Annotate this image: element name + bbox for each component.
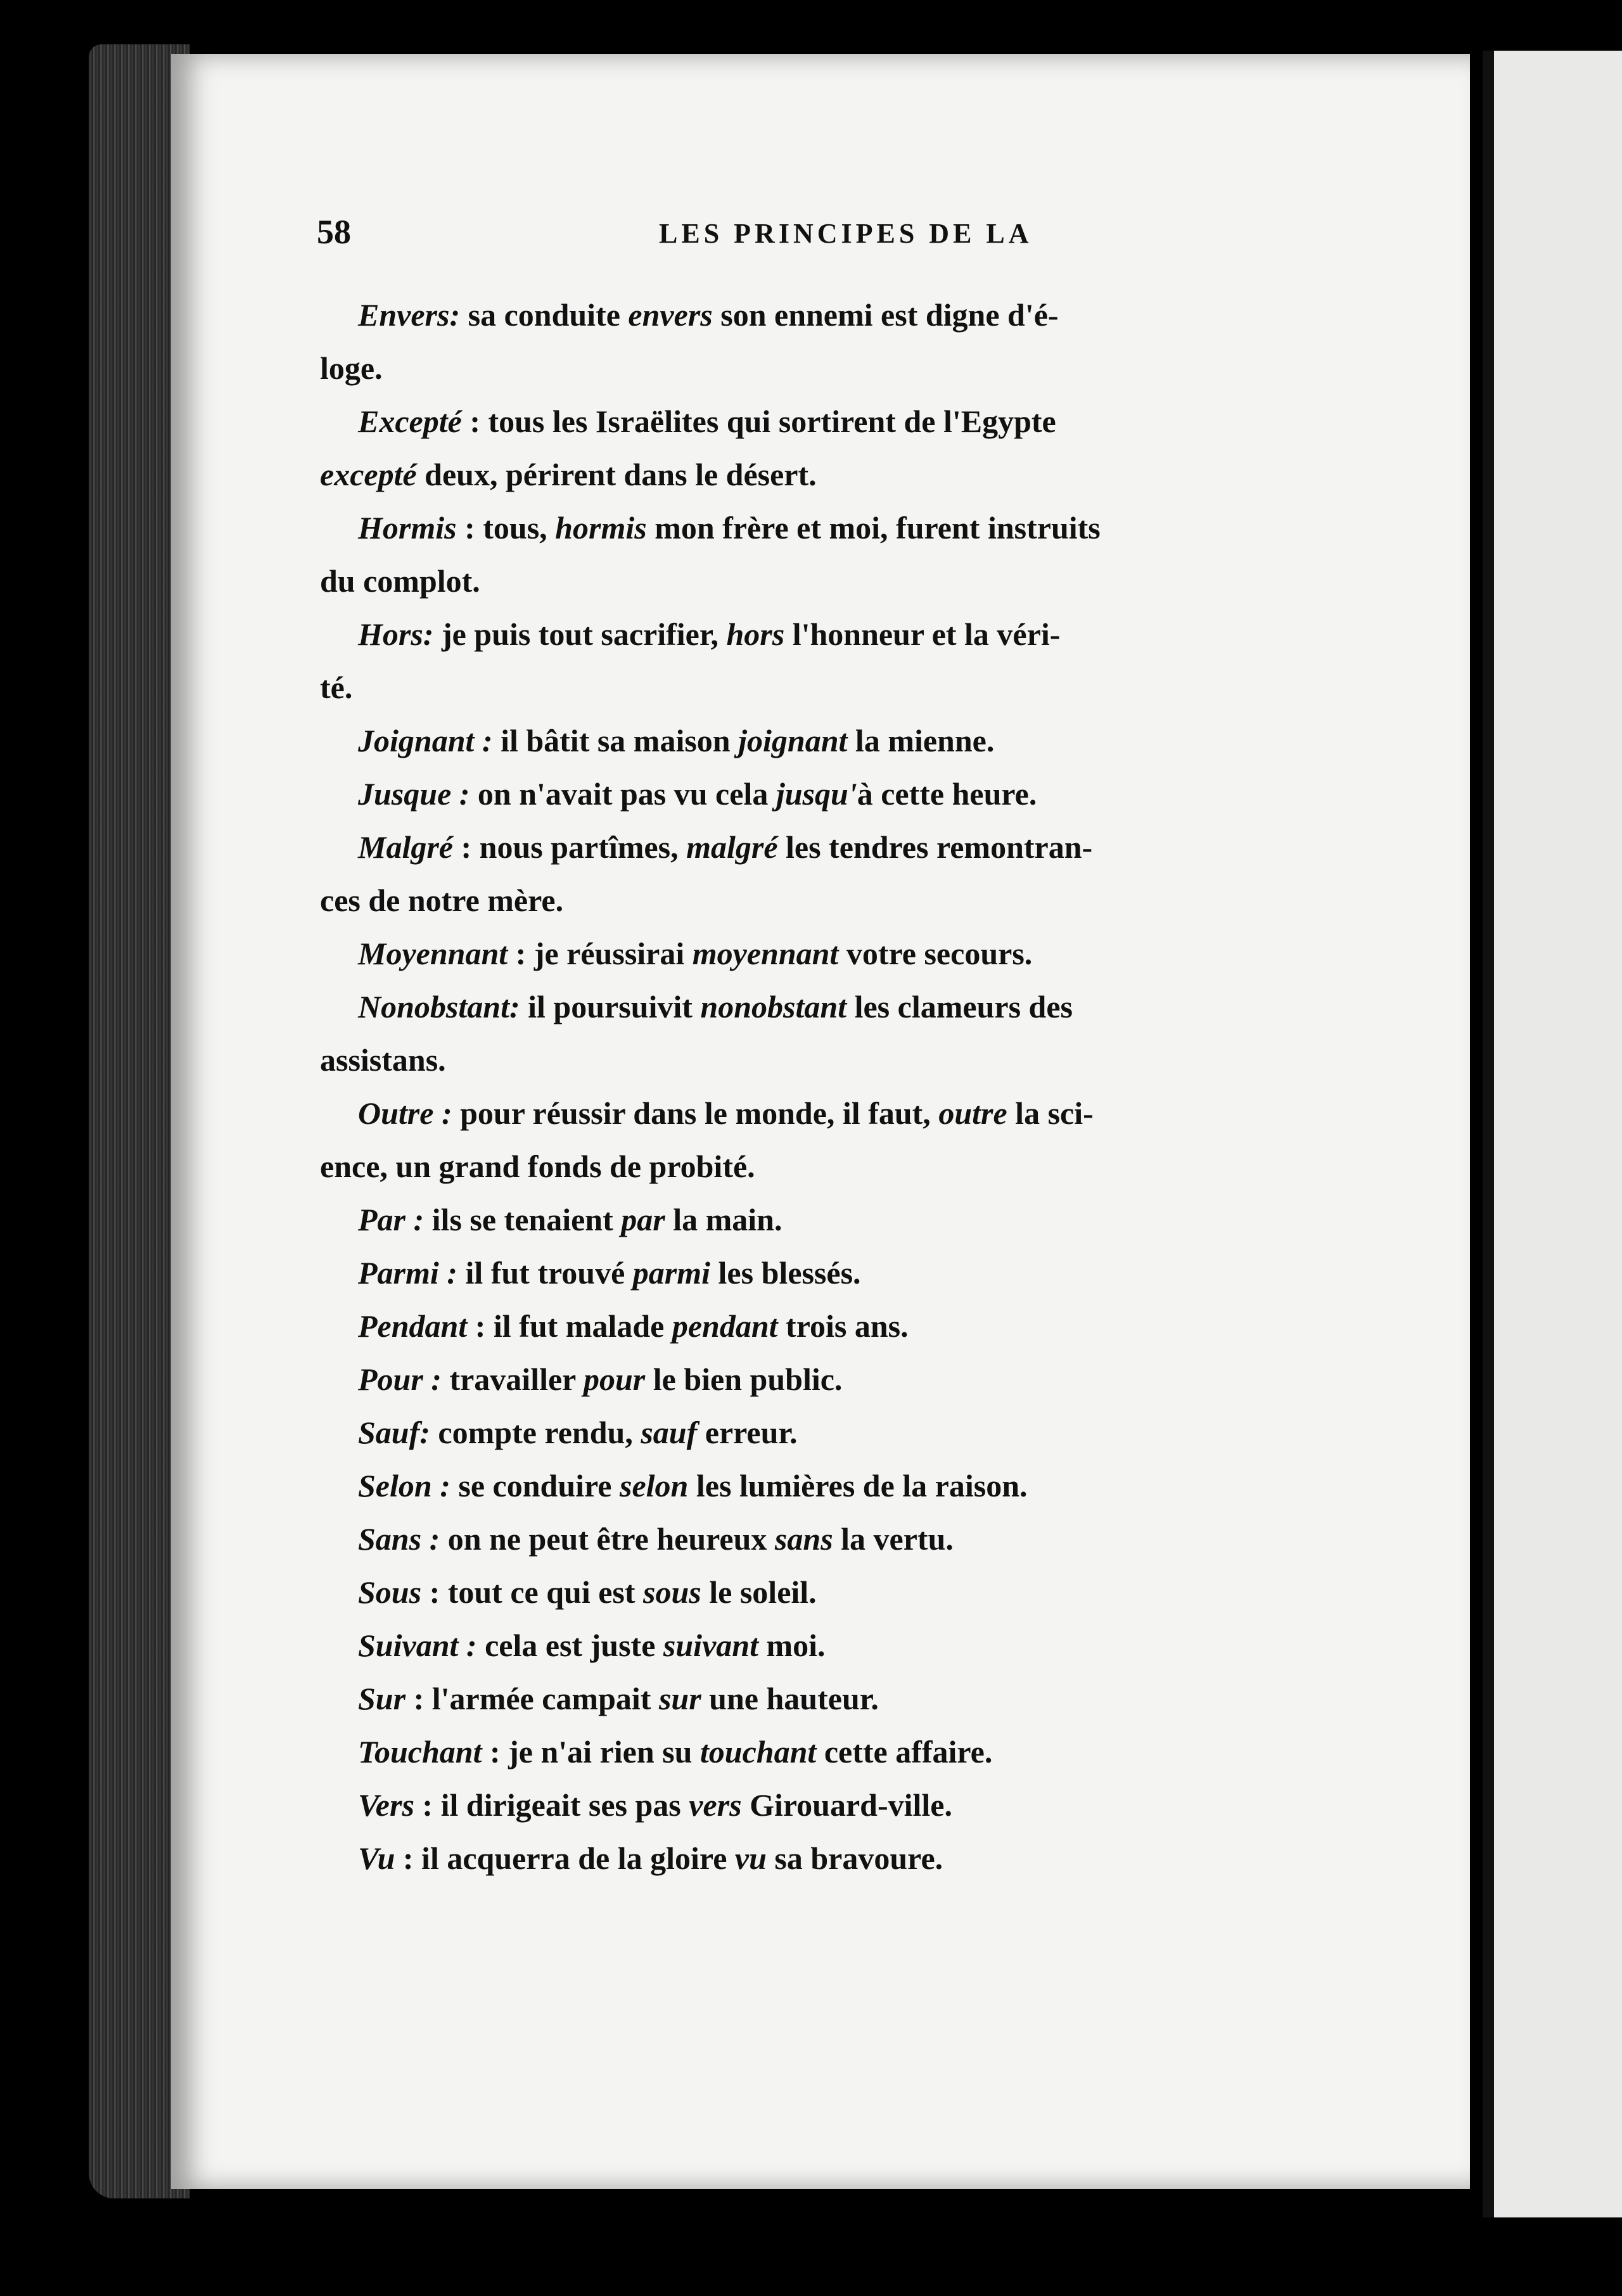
entry-keyword: suivant <box>663 1628 758 1663</box>
entry-text: cette affaire. <box>816 1734 993 1770</box>
entry-keyword: par <box>621 1202 665 1237</box>
entry-text: : il fut malade <box>467 1308 672 1344</box>
entry-term: Hormis <box>358 510 457 545</box>
entry-text: té. <box>320 670 353 705</box>
entry-text: trois ans. <box>777 1308 909 1344</box>
entry-text: : nous partîmes, <box>453 829 687 865</box>
entry-text: : tous les Israëlites qui sortirent de l'Egypte <box>461 404 1056 439</box>
entry-text: du complot. <box>320 563 480 599</box>
entry-keyword: hors <box>726 616 785 652</box>
entry-keyword: malgré <box>686 829 778 865</box>
entry-text: loge. <box>320 350 383 386</box>
entry-line <box>320 1725 1308 1778</box>
entry-line <box>320 927 1308 980</box>
entry-21 <box>320 1778 1308 1832</box>
entry-keyword: pendant <box>672 1308 778 1344</box>
entry-text: : tous, <box>456 510 556 545</box>
entry-term: Pour : <box>358 1362 442 1397</box>
entry-term: Vu <box>358 1840 395 1876</box>
entry-continuation <box>320 554 1308 608</box>
entry-text: son ennemi est digne d'é- <box>712 297 1059 333</box>
entry-keyword: sans <box>774 1521 833 1557</box>
entry-keyword: hormis <box>555 510 647 545</box>
entry-text: on n'avait pas vu cela <box>469 776 776 812</box>
entry-text: sa bravoure. <box>766 1840 943 1876</box>
entry-continuation <box>320 1140 1308 1193</box>
entry-4 <box>320 714 1308 767</box>
entry-text: je puis tout sacrifier, <box>433 616 727 652</box>
entry-line <box>320 1778 1308 1832</box>
entry-text: on ne peut être heureux <box>440 1521 775 1557</box>
entry-term: Malgré <box>358 829 453 865</box>
entry-19 <box>320 1672 1308 1725</box>
entry-text: à cette heure. <box>857 776 1037 812</box>
entry-continuation <box>320 448 1308 501</box>
entry-keyword: parmi <box>632 1255 711 1291</box>
entry-keyword: nonobstant <box>700 989 847 1024</box>
entry-text: les blessés. <box>710 1255 861 1291</box>
entry-term: Parmi : <box>358 1255 457 1291</box>
entry-keyword: joignant <box>738 723 848 758</box>
entry-13 <box>320 1353 1308 1406</box>
entry-line <box>320 501 1308 554</box>
entry-keyword: envers <box>628 297 713 333</box>
entry-line <box>320 395 1308 448</box>
entry-keyword: touchant <box>699 1734 817 1770</box>
entry-line <box>320 1406 1308 1459</box>
entry-8 <box>320 980 1308 1087</box>
entry-line <box>320 1246 1308 1299</box>
entry-text: le soleil. <box>701 1574 817 1610</box>
entry-term: Jusque : <box>358 776 470 812</box>
running-head: LES PRINCIPES DE LA <box>659 218 1033 249</box>
entry-text: ence, un grand fonds de probité. <box>320 1149 755 1184</box>
entry-text: la sci- <box>1007 1095 1094 1131</box>
entry-line <box>320 1619 1308 1672</box>
entry-term: Outre : <box>358 1095 452 1131</box>
entry-text: pour réussir dans le monde, il faut, <box>452 1095 939 1131</box>
entry-line <box>320 767 1308 820</box>
entry-1 <box>320 395 1308 501</box>
entry-keyword: moyennant <box>692 936 839 971</box>
entry-12 <box>320 1299 1308 1353</box>
entry-term: Suivant : <box>358 1628 477 1663</box>
entry-text: la main. <box>665 1202 782 1237</box>
entry-term: Vers <box>358 1787 414 1823</box>
entry-keyword: outre <box>938 1095 1007 1131</box>
entry-9 <box>320 1087 1308 1193</box>
page-number: 58 <box>317 213 351 251</box>
entry-line <box>320 1193 1308 1246</box>
entry-text: ils se tenaient <box>424 1202 622 1237</box>
entry-line <box>320 1459 1308 1512</box>
entry-22 <box>320 1832 1308 1885</box>
entry-line <box>320 714 1308 767</box>
entry-text: sa conduite <box>460 297 629 333</box>
entry-20 <box>320 1725 1308 1778</box>
entry-line <box>320 1832 1308 1885</box>
entry-term: Sur <box>358 1681 406 1716</box>
entry-line <box>320 1353 1308 1406</box>
entry-5 <box>320 767 1308 820</box>
entry-text: compte rendu, <box>430 1415 641 1450</box>
entry-15 <box>320 1459 1308 1512</box>
entry-text: il bâtit sa maison <box>492 723 739 758</box>
entry-keyword: vers <box>689 1787 742 1823</box>
entry-line <box>320 608 1308 661</box>
entry-line <box>320 1299 1308 1353</box>
entry-text: deux, périrent dans le désert. <box>416 457 817 492</box>
entry-term: Moyennant <box>358 936 508 971</box>
entry-term: Sans : <box>358 1521 440 1557</box>
preposition-examples <box>320 288 1308 1885</box>
entry-text: : il dirigeait ses pas <box>414 1787 689 1823</box>
entry-keyword: selon <box>620 1468 689 1503</box>
page-header <box>317 212 1584 257</box>
entry-line <box>320 1672 1308 1725</box>
entry-continuation <box>320 874 1308 927</box>
entry-term: Touchant <box>358 1734 482 1770</box>
entry-text: : il acquerra de la gloire <box>395 1840 735 1876</box>
entry-text: les lumières de la raison. <box>688 1468 1028 1503</box>
entry-11 <box>320 1246 1308 1299</box>
entry-text: il fut trouvé <box>457 1255 633 1291</box>
entry-text: le bien public. <box>645 1362 843 1397</box>
entry-text: : je n'ai rien su <box>482 1734 700 1770</box>
entry-term: Sous <box>358 1574 422 1610</box>
entry-line <box>320 288 1308 341</box>
entry-term: Envers: <box>358 297 461 333</box>
entry-16 <box>320 1512 1308 1566</box>
entry-text: les clameurs des <box>846 989 1073 1024</box>
entry-keyword: pour <box>583 1362 646 1397</box>
entry-10 <box>320 1193 1308 1246</box>
facing-page-edge <box>1483 51 1622 2217</box>
entry-6 <box>320 820 1308 927</box>
entry-text: mon frère et moi, furent instruits <box>646 510 1101 545</box>
entry-keyword: sous <box>643 1574 701 1610</box>
entry-text: erreur. <box>697 1415 798 1450</box>
entry-text: se conduire <box>450 1468 620 1503</box>
entry-term: Hors: <box>358 616 434 652</box>
entry-line <box>320 1087 1308 1140</box>
entry-text: travailler <box>441 1362 584 1397</box>
entry-3 <box>320 608 1308 714</box>
entry-term: Joignant : <box>358 723 493 758</box>
entry-term: Nonobstant: <box>358 989 520 1024</box>
entry-text: assistans. <box>320 1042 446 1078</box>
entry-line <box>320 1566 1308 1619</box>
entry-keyword: sur <box>658 1681 701 1716</box>
entry-text: : je réussirai <box>508 936 693 971</box>
entry-text: Girouard-ville. <box>741 1787 952 1823</box>
entry-text: moi. <box>758 1628 826 1663</box>
entry-7 <box>320 927 1308 980</box>
entry-continuation <box>320 1033 1308 1087</box>
entry-keyword: jusqu' <box>776 776 857 812</box>
entry-keyword: vu <box>734 1840 767 1876</box>
entry-text: : l'armée campait <box>406 1681 659 1716</box>
entry-0 <box>320 288 1308 395</box>
entry-term: Selon : <box>358 1468 450 1503</box>
entry-text: il poursuivit <box>520 989 701 1024</box>
entry-keyword: excepté <box>320 457 417 492</box>
entry-term: Par : <box>358 1202 425 1237</box>
entry-term: Excepté <box>358 404 462 439</box>
entry-line <box>320 820 1308 874</box>
entry-14 <box>320 1406 1308 1459</box>
entry-term: Pendant <box>358 1308 468 1344</box>
entry-text: une hauteur. <box>701 1681 879 1716</box>
entry-17 <box>320 1566 1308 1619</box>
entry-text: : tout ce qui est <box>421 1574 644 1610</box>
entry-line <box>320 1512 1308 1566</box>
entry-2 <box>320 501 1308 608</box>
entry-text: l'honneur et la véri- <box>784 616 1061 652</box>
entry-keyword: sauf <box>641 1415 698 1450</box>
entry-text: cela est juste <box>476 1628 663 1663</box>
entry-continuation <box>320 341 1308 395</box>
entry-term: Sauf: <box>358 1415 430 1450</box>
entry-text: les tendres remontran- <box>777 829 1093 865</box>
entry-text: la vertu. <box>833 1521 954 1557</box>
entry-18 <box>320 1619 1308 1672</box>
entry-continuation <box>320 661 1308 714</box>
entry-text: la mienne. <box>847 723 995 758</box>
entry-text: ces de notre mère. <box>320 883 564 918</box>
entry-text: votre secours. <box>838 936 1033 971</box>
entry-line <box>320 980 1308 1033</box>
